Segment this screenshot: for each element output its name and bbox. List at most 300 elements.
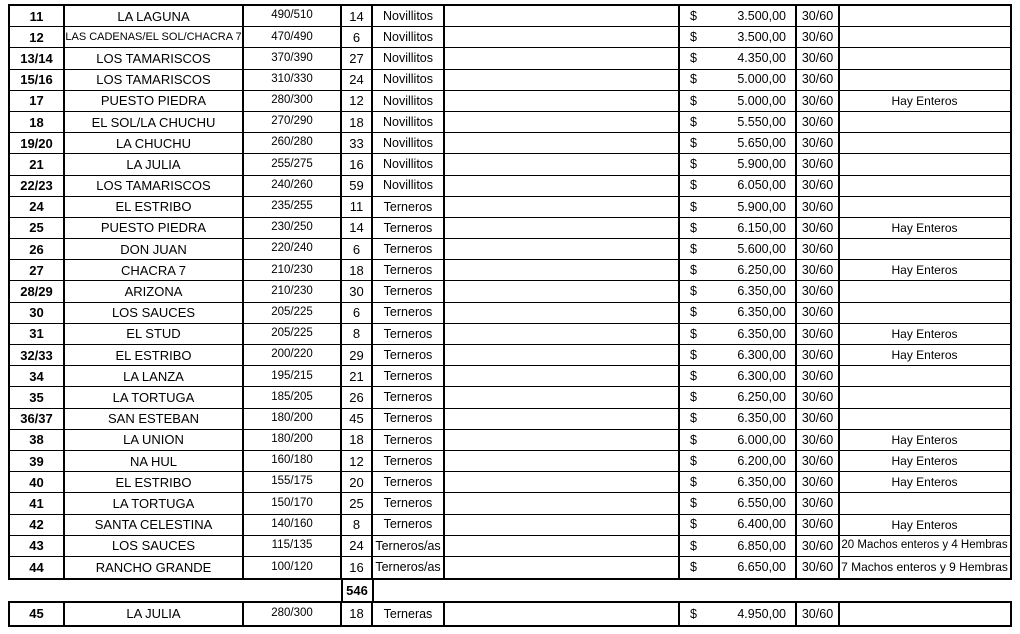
category-cell[interactable]: Terneros xyxy=(373,387,445,407)
weight-range-cell[interactable]: 240/260 xyxy=(244,176,342,196)
notes-cell[interactable] xyxy=(840,303,1009,323)
weight-range-cell[interactable]: 280/300 xyxy=(244,91,342,111)
spacer-cell[interactable] xyxy=(445,536,680,556)
category-cell[interactable]: Terneros xyxy=(373,239,445,259)
establishment-cell[interactable]: LOS SAUCES xyxy=(65,303,244,323)
category-cell[interactable]: Terneros xyxy=(373,430,445,450)
price-cell[interactable] xyxy=(680,366,797,386)
head-count-cell[interactable]: 18 xyxy=(342,430,373,450)
head-count-cell[interactable]: 12 xyxy=(342,451,373,471)
establishment-cell[interactable]: LAS CADENAS/EL SOL/CHACRA 7 xyxy=(65,27,244,47)
price-cell[interactable] xyxy=(680,154,797,174)
weight-range-cell[interactable]: 230/250 xyxy=(244,218,342,238)
spacer-cell[interactable] xyxy=(445,70,680,90)
payment-terms-cell[interactable]: 30/60 xyxy=(797,112,840,132)
category-cell[interactable]: Novillitos xyxy=(373,27,445,47)
category-cell[interactable]: Terneros xyxy=(373,281,445,301)
price-cell xyxy=(681,580,798,601)
establishment-cell[interactable]: EL STUD xyxy=(65,324,244,344)
price-cell[interactable] xyxy=(680,27,797,47)
head-count-cell[interactable]: 6 xyxy=(342,27,373,47)
price-amount: 3.500,00 xyxy=(737,30,786,45)
payment-terms-cell[interactable]: 30/60 xyxy=(797,218,840,238)
payment-terms-cell[interactable]: 30/60 xyxy=(797,70,840,90)
spacer-cell[interactable] xyxy=(445,6,680,26)
spacer-cell xyxy=(446,580,681,601)
spacer-cell[interactable] xyxy=(445,303,680,323)
payment-terms-cell[interactable]: 30/60 xyxy=(797,515,840,535)
currency-symbol: $ xyxy=(690,560,697,575)
notes-cell[interactable] xyxy=(840,6,1009,26)
head-count-cell[interactable]: 6 xyxy=(342,303,373,323)
category-cell[interactable]: Terneros xyxy=(373,345,445,365)
price-cell[interactable] xyxy=(680,387,797,407)
weight-range-cell[interactable]: 255/275 xyxy=(244,154,342,174)
category-cell[interactable]: Novillitos xyxy=(373,48,445,68)
establishment-cell[interactable]: NA HUL xyxy=(65,451,244,471)
payment-terms-cell[interactable]: 30/60 xyxy=(797,281,840,301)
weight-range-cell[interactable]: 150/170 xyxy=(244,493,342,513)
spacer-cell[interactable] xyxy=(445,603,680,625)
spacer-cell[interactable] xyxy=(445,112,680,132)
spacer-cell[interactable] xyxy=(445,133,680,153)
table-row xyxy=(10,70,1010,91)
table-row xyxy=(10,27,1010,48)
currency-symbol: $ xyxy=(690,135,697,150)
head-count-cell[interactable]: 26 xyxy=(342,387,373,407)
category-cell[interactable]: Terneras xyxy=(373,603,445,625)
price-amount: 4.350,00 xyxy=(737,51,786,66)
notes-cell[interactable]: Hay Enteros xyxy=(891,93,958,108)
payment-terms-cell[interactable]: 30/60 xyxy=(797,27,840,47)
payment-terms-cell[interactable]: 30/60 xyxy=(797,260,840,280)
establishment-cell[interactable]: LA CHUCHU xyxy=(65,133,244,153)
price-cell[interactable] xyxy=(680,112,797,132)
table-row xyxy=(10,409,1010,430)
notes-cell[interactable]: Hay Enteros xyxy=(891,263,958,278)
establishment-cell[interactable]: LA TORTUGA xyxy=(65,493,244,513)
notes-cell[interactable] xyxy=(840,70,1009,90)
payment-terms-cell[interactable]: 30/60 xyxy=(797,154,840,174)
weight-range-cell[interactable]: 205/225 xyxy=(244,324,342,344)
table-row xyxy=(10,133,1010,154)
lot-cell[interactable]: 24 xyxy=(10,197,65,217)
establishment-cell[interactable]: EL SOL/LA CHUCHU xyxy=(65,112,244,132)
head-count-cell[interactable]: 24 xyxy=(342,70,373,90)
currency-symbol: $ xyxy=(690,220,697,235)
payment-terms-cell[interactable]: 30/60 xyxy=(797,430,840,450)
category-cell[interactable]: Terneros/as xyxy=(373,536,445,556)
weight-range-cell[interactable]: 490/510 xyxy=(244,6,342,26)
head-count-cell[interactable]: 20 xyxy=(342,472,373,492)
lot-cell[interactable]: 15/16 xyxy=(10,70,65,90)
weight-range-cell[interactable]: 210/230 xyxy=(244,260,342,280)
price-cell[interactable] xyxy=(680,133,797,153)
lot-cell[interactable]: 31 xyxy=(10,324,65,344)
lot-cell[interactable]: 11 xyxy=(10,6,65,26)
spacer-cell[interactable] xyxy=(445,176,680,196)
head-count-cell[interactable]: 11 xyxy=(342,197,373,217)
lot-cell[interactable]: 22/23 xyxy=(10,176,65,196)
payment-terms-cell[interactable]: 30/60 xyxy=(797,239,840,259)
table-row xyxy=(10,260,1010,281)
category-cell[interactable]: Terneros/as xyxy=(373,557,445,578)
lot-cell[interactable]: 35 xyxy=(10,387,65,407)
notes-cell[interactable] xyxy=(840,493,1009,513)
price-cell[interactable] xyxy=(680,493,797,513)
establishment-cell[interactable]: ARIZONA xyxy=(65,281,244,301)
category-cell[interactable]: Novillitos xyxy=(373,133,445,153)
establishment-cell[interactable]: RANCHO GRANDE xyxy=(65,557,244,578)
weight-range-cell[interactable]: 195/215 xyxy=(244,366,342,386)
notes-cell[interactable]: 20 Machos enteros y 4 Hembras xyxy=(841,539,1008,552)
notes-cell[interactable]: Hay Enteros xyxy=(891,348,958,363)
lot-cell[interactable]: 42 xyxy=(10,515,65,535)
lot-cell[interactable]: 25 xyxy=(10,218,65,238)
head-count-cell[interactable]: 18 xyxy=(342,112,373,132)
price-cell[interactable] xyxy=(680,536,797,556)
spacer-cell[interactable] xyxy=(445,345,680,365)
category-cell[interactable]: Terneros xyxy=(373,218,445,238)
category-cell[interactable]: Novillitos xyxy=(373,154,445,174)
establishment-cell xyxy=(66,580,245,601)
price-cell[interactable] xyxy=(680,48,797,68)
price-amount: 3.500,00 xyxy=(737,8,786,23)
category-cell[interactable]: Terneros xyxy=(373,451,445,471)
spacer-cell[interactable] xyxy=(445,239,680,259)
lot-cell[interactable]: 44 xyxy=(10,557,65,578)
payment-terms-cell[interactable]: 30/60 xyxy=(797,472,840,492)
spacer-cell[interactable] xyxy=(445,154,680,174)
head-count-cell[interactable]: 8 xyxy=(342,515,373,535)
notes-cell[interactable]: Hay Enteros xyxy=(891,432,958,447)
price-amount: 5.900,00 xyxy=(737,199,786,214)
table-row xyxy=(10,176,1010,197)
notes-cell[interactable] xyxy=(840,27,1009,47)
spacer-cell[interactable] xyxy=(445,387,680,407)
spacer-cell[interactable] xyxy=(445,515,680,535)
notes-cell[interactable] xyxy=(840,281,1009,301)
category-cell[interactable]: Terneros xyxy=(373,409,445,429)
head-count-cell[interactable]: 33 xyxy=(342,133,373,153)
head-count-cell[interactable]: 30 xyxy=(342,281,373,301)
head-count-cell[interactable]: 14 xyxy=(342,6,373,26)
lot-cell[interactable]: 41 xyxy=(10,493,65,513)
price-cell[interactable] xyxy=(680,260,797,280)
head-count-cell[interactable]: 21 xyxy=(342,366,373,386)
weight-range-cell[interactable]: 200/220 xyxy=(244,345,342,365)
lot-cell[interactable]: 36/37 xyxy=(10,409,65,429)
spacer-cell[interactable] xyxy=(445,451,680,471)
establishment-cell[interactable]: DON JUAN xyxy=(65,239,244,259)
weight-range-cell[interactable]: 235/255 xyxy=(244,197,342,217)
notes-cell[interactable] xyxy=(840,387,1009,407)
price-cell[interactable] xyxy=(680,239,797,259)
price-cell[interactable] xyxy=(680,557,797,578)
notes-cell[interactable] xyxy=(840,366,1009,386)
price-cell[interactable] xyxy=(680,409,797,429)
price-amount: 6.050,00 xyxy=(737,178,786,193)
lot-cell[interactable]: 34 xyxy=(10,366,65,386)
establishment-cell[interactable]: SAN ESTEBAN xyxy=(65,409,244,429)
spacer-cell[interactable] xyxy=(445,27,680,47)
category-cell[interactable]: Terneros xyxy=(373,366,445,386)
establishment-cell[interactable]: PUESTO PIEDRA xyxy=(65,91,244,111)
payment-terms-cell[interactable]: 30/60 xyxy=(797,451,840,471)
price-amount: 6.550,00 xyxy=(737,496,786,511)
price-cell[interactable] xyxy=(680,91,797,111)
establishment-cell[interactable]: LOS TAMARISCOS xyxy=(65,48,244,68)
notes-cell xyxy=(841,580,1010,601)
table-row xyxy=(10,366,1010,387)
head-count-cell[interactable]: 12 xyxy=(342,91,373,111)
weight-range-cell[interactable]: 155/175 xyxy=(244,472,342,492)
payment-terms-cell[interactable]: 30/60 xyxy=(797,603,840,625)
lot-cell[interactable]: 39 xyxy=(10,451,65,471)
notes-cell[interactable] xyxy=(840,176,1009,196)
category-cell[interactable]: Novillitos xyxy=(373,70,445,90)
table-row xyxy=(10,387,1010,408)
lot-cell[interactable]: 32/33 xyxy=(10,345,65,365)
category-cell[interactable]: Novillitos xyxy=(373,112,445,132)
payment-terms-cell[interactable]: 30/60 xyxy=(797,345,840,365)
establishment-cell[interactable]: LA TORTUGA xyxy=(65,387,244,407)
price-cell[interactable] xyxy=(680,603,797,625)
notes-cell[interactable] xyxy=(840,133,1009,153)
category-cell[interactable]: Novillitos xyxy=(373,6,445,26)
establishment-cell[interactable]: LA JULIA xyxy=(65,154,244,174)
notes-cell[interactable] xyxy=(840,112,1009,132)
main-table xyxy=(8,4,1012,580)
head-count-cell[interactable]: 8 xyxy=(342,324,373,344)
price-cell[interactable] xyxy=(680,430,797,450)
currency-symbol: $ xyxy=(690,199,697,214)
weight-range-cell[interactable]: 180/200 xyxy=(244,409,342,429)
lot-cell[interactable]: 38 xyxy=(10,430,65,450)
head-count-cell[interactable]: 16 xyxy=(342,154,373,174)
lot-cell[interactable]: 12 xyxy=(10,27,65,47)
head-count-cell[interactable]: 59 xyxy=(342,176,373,196)
spacer-cell[interactable] xyxy=(445,281,680,301)
head-count-cell[interactable]: 14 xyxy=(342,218,373,238)
price-cell[interactable] xyxy=(680,176,797,196)
establishment-cell[interactable]: LA UNION xyxy=(65,430,244,450)
lot-cell[interactable]: 18 xyxy=(10,112,65,132)
weight-range-cell xyxy=(245,580,343,601)
spacer-cell[interactable] xyxy=(445,493,680,513)
weight-range-cell[interactable]: 205/225 xyxy=(244,303,342,323)
head-count-cell[interactable]: 18 xyxy=(342,260,373,280)
payment-terms-cell[interactable]: 30/60 xyxy=(797,133,840,153)
lot-cell[interactable]: 30 xyxy=(10,303,65,323)
notes-cell[interactable] xyxy=(840,603,1009,625)
establishment-cell[interactable]: LA LANZA xyxy=(65,366,244,386)
weight-range-cell[interactable]: 470/490 xyxy=(244,27,342,47)
weight-range-cell[interactable]: 260/280 xyxy=(244,133,342,153)
table-row xyxy=(10,493,1010,514)
category-cell[interactable]: Terneros xyxy=(373,197,445,217)
price-cell[interactable] xyxy=(680,451,797,471)
lot-cell[interactable]: 26 xyxy=(10,239,65,259)
payment-terms-cell[interactable]: 30/60 xyxy=(797,91,840,111)
currency-symbol: $ xyxy=(690,432,697,447)
notes-cell[interactable]: Hay Enteros xyxy=(891,220,958,235)
establishment-cell[interactable]: CHACRA 7 xyxy=(65,260,244,280)
weight-range-cell[interactable]: 310/330 xyxy=(244,70,342,90)
price-amount: 6.400,00 xyxy=(737,517,786,532)
payment-terms-cell[interactable]: 30/60 xyxy=(797,48,840,68)
spacer-cell[interactable] xyxy=(445,366,680,386)
lot-cell[interactable]: 17 xyxy=(10,91,65,111)
payment-terms-cell[interactable]: 30/60 xyxy=(797,409,840,429)
price-cell[interactable] xyxy=(680,70,797,90)
head-count-cell[interactable]: 25 xyxy=(342,493,373,513)
lot-cell[interactable]: 40 xyxy=(10,472,65,492)
spacer-cell[interactable] xyxy=(445,557,680,578)
price-cell[interactable] xyxy=(680,218,797,238)
head-count-cell[interactable]: 6 xyxy=(342,239,373,259)
price-cell[interactable] xyxy=(680,515,797,535)
weight-range-cell[interactable]: 100/120 xyxy=(244,557,342,578)
category-cell[interactable]: Terneros xyxy=(373,303,445,323)
lot-cell[interactable]: 13/14 xyxy=(10,48,65,68)
price-cell[interactable] xyxy=(680,345,797,365)
price-cell[interactable] xyxy=(680,324,797,344)
table-row xyxy=(10,515,1010,536)
establishment-cell[interactable]: EL ESTRIBO xyxy=(65,472,244,492)
payment-terms-cell[interactable]: 30/60 xyxy=(797,366,840,386)
establishment-cell[interactable]: LOS SAUCES xyxy=(65,536,244,556)
category-cell[interactable]: Novillitos xyxy=(373,176,445,196)
head-count-cell[interactable]: 24 xyxy=(342,536,373,556)
payment-terms-cell[interactable]: 30/60 xyxy=(797,557,840,578)
notes-cell[interactable]: Hay Enteros xyxy=(891,475,958,490)
currency-symbol: $ xyxy=(690,474,697,489)
lot-cell[interactable]: 27 xyxy=(10,260,65,280)
weight-range-cell[interactable]: 115/135 xyxy=(244,536,342,556)
livestock-price-list xyxy=(8,4,1012,627)
currency-symbol: $ xyxy=(690,538,697,553)
price-cell[interactable] xyxy=(680,472,797,492)
subtotal-count-cell[interactable]: 546 xyxy=(343,580,374,601)
weight-range-cell[interactable]: 185/205 xyxy=(244,387,342,407)
table-row xyxy=(10,536,1010,557)
table-row xyxy=(10,154,1010,175)
weight-range-cell[interactable]: 220/240 xyxy=(244,239,342,259)
payment-terms-cell[interactable]: 30/60 xyxy=(797,197,840,217)
spacer-cell[interactable] xyxy=(445,91,680,111)
weight-range-cell[interactable]: 280/300 xyxy=(244,603,342,625)
notes-cell[interactable]: Hay Enteros xyxy=(891,326,958,341)
lot-cell[interactable]: 28/29 xyxy=(10,281,65,301)
spacer-cell[interactable] xyxy=(445,324,680,344)
payment-terms-cell[interactable]: 30/60 xyxy=(797,536,840,556)
price-cell[interactable] xyxy=(680,6,797,26)
category-cell[interactable]: Terneros xyxy=(373,324,445,344)
spacer-cell[interactable] xyxy=(445,472,680,492)
establishment-cell[interactable]: EL ESTRIBO xyxy=(65,197,244,217)
notes-cell[interactable]: Hay Enteros xyxy=(891,454,958,469)
establishment-cell[interactable]: PUESTO PIEDRA xyxy=(65,218,244,238)
category-cell[interactable]: Novillitos xyxy=(373,91,445,111)
price-amount: 6.150,00 xyxy=(737,220,786,235)
currency-symbol: $ xyxy=(690,390,697,405)
notes-cell[interactable]: 7 Machos enteros y 9 Hembras xyxy=(841,560,1008,575)
establishment-cell[interactable]: LA LAGUNA xyxy=(65,6,244,26)
subtotal-row xyxy=(11,580,1010,601)
establishment-cell[interactable]: SANTA CELESTINA xyxy=(65,515,244,535)
spacer-cell[interactable] xyxy=(445,409,680,429)
table-row xyxy=(10,197,1010,218)
category-cell[interactable]: Terneros xyxy=(373,515,445,535)
lot-cell[interactable]: 21 xyxy=(10,154,65,174)
category-cell[interactable]: Terneros xyxy=(373,493,445,513)
lot-cell[interactable]: 19/20 xyxy=(10,133,65,153)
table-row xyxy=(10,48,1010,69)
payment-terms-cell[interactable]: 30/60 xyxy=(797,324,840,344)
spacer-cell[interactable] xyxy=(445,197,680,217)
weight-range-cell[interactable]: 180/200 xyxy=(244,430,342,450)
weight-range-cell[interactable]: 370/390 xyxy=(244,48,342,68)
weight-range-cell[interactable]: 140/160 xyxy=(244,515,342,535)
notes-cell[interactable] xyxy=(840,409,1009,429)
category-cell[interactable]: Terneros xyxy=(373,260,445,280)
head-count-cell[interactable]: 29 xyxy=(342,345,373,365)
price-cell[interactable] xyxy=(680,197,797,217)
establishment-cell[interactable]: EL ESTRIBO xyxy=(65,345,244,365)
establishment-cell[interactable]: LA JULIA xyxy=(65,603,244,625)
price-cell[interactable] xyxy=(680,281,797,301)
spacer-cell[interactable] xyxy=(445,260,680,280)
lot-cell[interactable]: 43 xyxy=(10,536,65,556)
currency-symbol: $ xyxy=(690,178,697,193)
notes-cell[interactable] xyxy=(840,197,1009,217)
notes-cell[interactable] xyxy=(840,48,1009,68)
notes-cell[interactable] xyxy=(840,154,1009,174)
currency-symbol: $ xyxy=(690,369,697,384)
payment-terms-cell[interactable]: 30/60 xyxy=(797,303,840,323)
weight-range-cell[interactable]: 160/180 xyxy=(244,451,342,471)
notes-cell[interactable]: Hay Enteros xyxy=(891,517,958,532)
weight-range-cell[interactable]: 210/230 xyxy=(244,281,342,301)
currency-symbol: $ xyxy=(690,51,697,66)
head-count-cell[interactable]: 45 xyxy=(342,409,373,429)
head-count-cell[interactable]: 27 xyxy=(342,48,373,68)
price-amount: 6.350,00 xyxy=(737,305,786,320)
notes-cell[interactable] xyxy=(840,239,1009,259)
currency-symbol: $ xyxy=(690,241,697,256)
currency-symbol: $ xyxy=(690,93,697,108)
payment-terms-cell[interactable]: 30/60 xyxy=(797,6,840,26)
payment-terms-cell[interactable]: 30/60 xyxy=(797,387,840,407)
currency-symbol: $ xyxy=(690,72,697,87)
weight-range-cell[interactable]: 270/290 xyxy=(244,112,342,132)
spacer-cell[interactable] xyxy=(445,218,680,238)
establishment-cell[interactable]: LOS TAMARISCOS xyxy=(65,70,244,90)
head-count-cell[interactable]: 16 xyxy=(342,557,373,578)
spacer-cell[interactable] xyxy=(445,430,680,450)
lot-cell[interactable]: 45 xyxy=(10,603,65,625)
table-row xyxy=(10,281,1010,302)
price-cell[interactable] xyxy=(680,303,797,323)
establishment-cell[interactable]: LOS TAMARISCOS xyxy=(65,176,244,196)
category-cell[interactable]: Terneros xyxy=(373,472,445,492)
price-amount: 6.300,00 xyxy=(737,369,786,384)
spacer-cell[interactable] xyxy=(445,48,680,68)
payment-terms-cell[interactable]: 30/60 xyxy=(797,493,840,513)
head-count-cell[interactable]: 18 xyxy=(342,603,373,625)
payment-terms-cell[interactable]: 30/60 xyxy=(797,176,840,196)
